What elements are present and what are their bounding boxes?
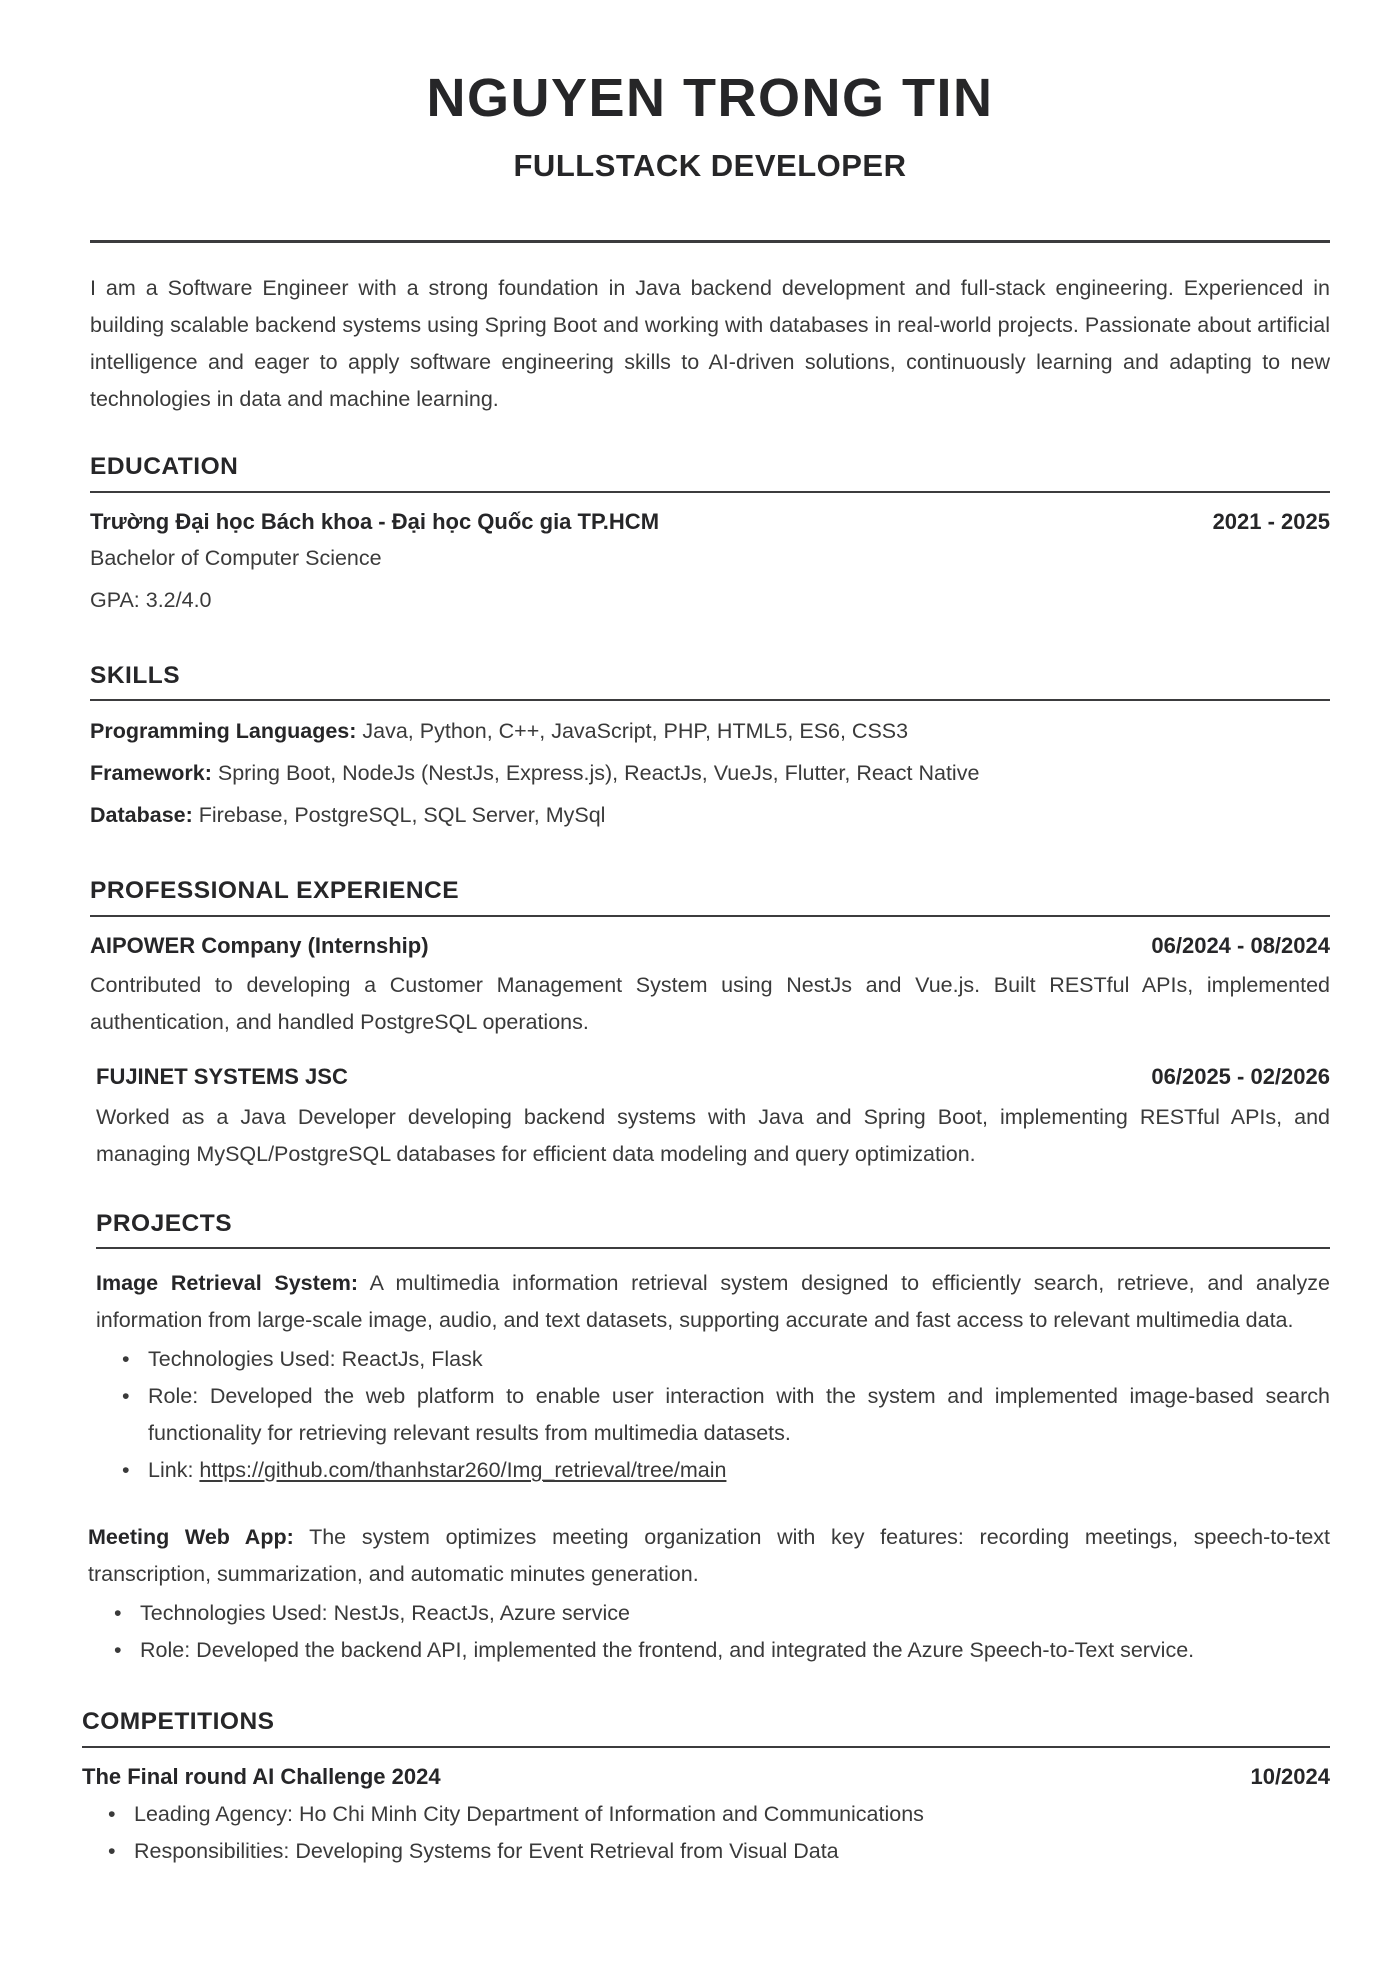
skill-row-framework: [90, 755, 1330, 792]
project-entry-meeting-web-app: [88, 1519, 1330, 1669]
section-skills: [90, 661, 1330, 834]
skill-row-database: [90, 797, 1330, 834]
education-gpa: GPA: 3.2/4.0: [90, 588, 212, 612]
job-entry: [96, 1063, 1330, 1173]
bullet-item: • Responsibilities: Developing Systems for Event Retrieval from Visual Data: [134, 1833, 1330, 1870]
section-projects: [88, 1209, 1331, 1669]
experience-heading: PROFESSIONAL EXPERIENCE: [90, 876, 1330, 916]
job-dates: 06/2025 - 02/2026: [1151, 1064, 1330, 1090]
education-dates: 2021 - 2025: [1212, 508, 1330, 534]
job-company: AIPOWER Company (Internship): [90, 932, 429, 958]
project-lead: [88, 1519, 1330, 1593]
section-education: [90, 452, 1330, 619]
skill-value: Firebase, PostgreSQL, SQL Server, MySql: [198, 803, 606, 828]
skill-label: Programming Languages:: [90, 719, 357, 744]
job-entry-header: [90, 932, 1330, 960]
education-heading: EDUCATION: [90, 452, 1330, 492]
bullet-item: • Role: Developed the backend API, implemented the frontend, and integrated the Azure Speech-to-Text service.: [140, 1632, 1330, 1669]
job-dates: 06/2024 - 08/2024: [1151, 932, 1330, 958]
resume-name: NGUYEN TRONG TIN: [426, 68, 994, 128]
section-experience: [90, 876, 1330, 1172]
project-title: Meeting Web App:: [88, 1525, 294, 1550]
competition-title: The Final round AI Challenge 2024: [82, 1763, 441, 1789]
projects-heading: PROJECTS: [96, 1209, 1330, 1249]
resume-role: FULLSTACK DEVELOPER: [513, 148, 907, 184]
header-divider: [90, 240, 1330, 243]
skill-label: Database:: [90, 803, 193, 828]
project-description: A multimedia information retrieval system designed to efficiently search, retrieve, and analyze information from large-scale image, audio, and text datasets, supporting accurate and fast access to relevant multimedia data.: [96, 1271, 1331, 1333]
link-label: Link:: [148, 1458, 194, 1483]
project-lead: [96, 1265, 1330, 1339]
skill-value: Spring Boot, NodeJs (NestJs, Express.js), ReactJs, VueJs, Flutter, React Native: [217, 761, 980, 786]
bullet-item: • Technologies Used: NestJs, ReactJs, Azure service: [140, 1595, 1330, 1632]
job-company: FUJINET SYSTEMS JSC: [96, 1064, 348, 1090]
project-bullets: [88, 1595, 1330, 1669]
project-description: The system optimizes meeting organization with key features: recording meetings, speech-to-text transcription, summarization, and automatic minutes generation.: [88, 1525, 1330, 1587]
education-degree: Bachelor of Computer Science: [90, 546, 382, 570]
project-github-link[interactable]: https://github.com/thanhstar260/Img_retrieval/tree/main: [199, 1458, 727, 1483]
bullet-item: • Leading Agency: Ho Chi Minh City Department of Information and Communications: [134, 1796, 1330, 1833]
section-competitions: [82, 1707, 1330, 1870]
skills-heading: SKILLS: [90, 661, 1330, 701]
competition-entry-header: [82, 1763, 1330, 1791]
skill-label: Framework:: [90, 761, 212, 786]
competition-dates: 10/2024: [1250, 1763, 1330, 1789]
project-bullets: [96, 1341, 1330, 1489]
job-entry: [90, 932, 1330, 1042]
bullet-item-link: [148, 1452, 1330, 1489]
summary-text: I am a Software Engineer with a strong foundation in Java backend development and full-stack engineering. Experienced in building scalable backend systems using Spring Boot and working with databases in real-world projects. Passionate about artificial intelligence and eager to apply software engineering skills to AI-driven solutions, continuously learning and adapting to new technologies in data and machine learning.: [90, 276, 1330, 412]
competitions-heading: COMPETITIONS: [82, 1707, 1330, 1747]
skill-row-languages: [90, 713, 1330, 750]
project-title: Image Retrieval System:: [96, 1271, 359, 1296]
competition-bullets: [82, 1796, 1330, 1870]
job-entry-header: [96, 1063, 1330, 1091]
bullet-item: • Technologies Used: ReactJs, Flask: [148, 1341, 1330, 1378]
job-description: Contributed to developing a Customer Management System using NestJs and Vue.js. Built RESTful APIs, implemented authentication, and handled PostgreSQL operations.: [90, 973, 1330, 1035]
project-entry-image-retrieval: [96, 1265, 1330, 1489]
education-school: Trường Đại học Bách khoa - Đại học Quốc gia TP.HCM: [90, 508, 660, 534]
skill-value: Java, Python, C++, JavaScript, PHP, HTML5, ES6, CSS3: [362, 719, 909, 744]
education-entry-header: [90, 508, 1330, 536]
job-description: Worked as a Java Developer developing backend systems with Java and Spring Boot, implementing RESTful APIs, and managing MySQL/PostgreSQL databases for efficient data modeling and query optimization.: [96, 1104, 1330, 1166]
bullet-item: • Role: Developed the web platform to enable user interaction with the system and implemented image-based search functionality for retrieving relevant results from multimedia datasets.: [148, 1378, 1330, 1452]
